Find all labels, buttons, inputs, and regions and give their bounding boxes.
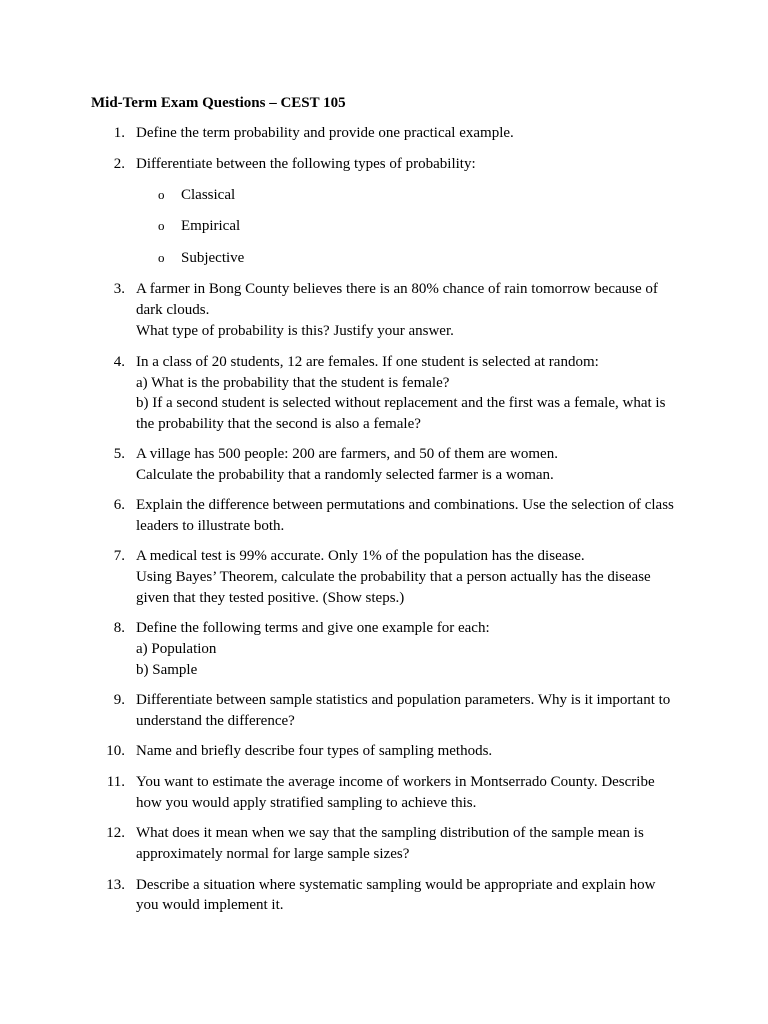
question-number: 1.: [113, 125, 125, 141]
question-text-line: A farmer in Bong County believes there is an 80% chance of rain tomorrow because of: [136, 281, 658, 297]
question-text-line: b) Sample: [136, 662, 198, 678]
question-text-line: leaders to illustrate both.: [136, 518, 285, 534]
question-text-line: dark clouds.: [136, 302, 210, 318]
question-number: 5.: [113, 446, 125, 462]
question-text-line: Calculate the probability that a randomly selected farmer is a woman.: [136, 467, 554, 483]
question-number: 6.: [113, 497, 125, 513]
question-text-line: Differentiate between sample statistics and population parameters. Why is it important to: [136, 692, 671, 708]
question-text-line: approximately normal for large sample sizes?: [136, 846, 410, 862]
question-text-line: a) What is the probability that the student is female?: [136, 375, 450, 391]
sub-item-label: Classical: [181, 187, 236, 203]
question-text-line: You want to estimate the average income of workers in Montserrado County. Describe: [136, 774, 655, 790]
question-text-line: Name and briefly describe four types of sampling methods.: [136, 743, 493, 759]
question-number: 10.: [106, 743, 125, 759]
question-text-line: In a class of 20 students, 12 are females. If one student is selected at random:: [136, 354, 599, 370]
question-number: 11.: [106, 774, 125, 790]
sub-item-label: Subjective: [181, 250, 245, 266]
question-number: 8.: [113, 620, 125, 636]
question-text-line: Explain the difference between permutations and combinations. Use the selection of class: [136, 497, 674, 513]
question-text-line: Differentiate between the following types of probability:: [136, 156, 476, 172]
question-text-line: Define the following terms and give one example for each:: [136, 620, 490, 636]
question-number: 13.: [106, 877, 125, 893]
question-text-line: What type of probability is this? Justify your answer.: [136, 323, 454, 339]
question-text-line: given that they tested positive. (Show steps.): [136, 590, 405, 606]
bullet-icon: o: [158, 250, 165, 265]
question-text-line: Using Bayes’ Theorem, calculate the probability that a person actually has the disease: [136, 569, 651, 585]
question-text-line: What does it mean when we say that the sampling distribution of the sample mean is: [136, 825, 644, 841]
question-text-line: A medical test is 99% accurate. Only 1% of the population has the disease.: [136, 548, 585, 564]
question-number: 3.: [113, 281, 125, 297]
question-number: 4.: [113, 354, 125, 370]
question-text-line: how you would apply stratified sampling to achieve this.: [136, 795, 477, 811]
bullet-icon: o: [158, 187, 165, 202]
question-number: 7.: [113, 548, 125, 564]
question-number: 2.: [113, 156, 125, 172]
question-text-line: you would implement it.: [136, 897, 284, 913]
page-title: Mid-Term Exam Questions – CEST 105: [91, 95, 346, 111]
sub-item-label: Empirical: [181, 218, 241, 234]
question-text-line: b) If a second student is selected without replacement and the first was a female, what is: [136, 395, 666, 411]
question-text-line: Define the term probability and provide one practical example.: [136, 125, 514, 141]
question-text-line: a) Population: [136, 641, 217, 657]
question-number: 9.: [113, 692, 125, 708]
question-text-line: Describe a situation where systematic sampling would be appropriate and explain how: [136, 877, 656, 893]
bullet-icon: o: [158, 218, 165, 233]
question-text-line: understand the difference?: [136, 713, 295, 729]
question-text-line: A village has 500 people: 200 are farmers, and 50 of them are women.: [136, 446, 558, 462]
question-text-line: the probability that the second is also a female?: [136, 416, 421, 432]
question-number: 12.: [106, 825, 125, 841]
